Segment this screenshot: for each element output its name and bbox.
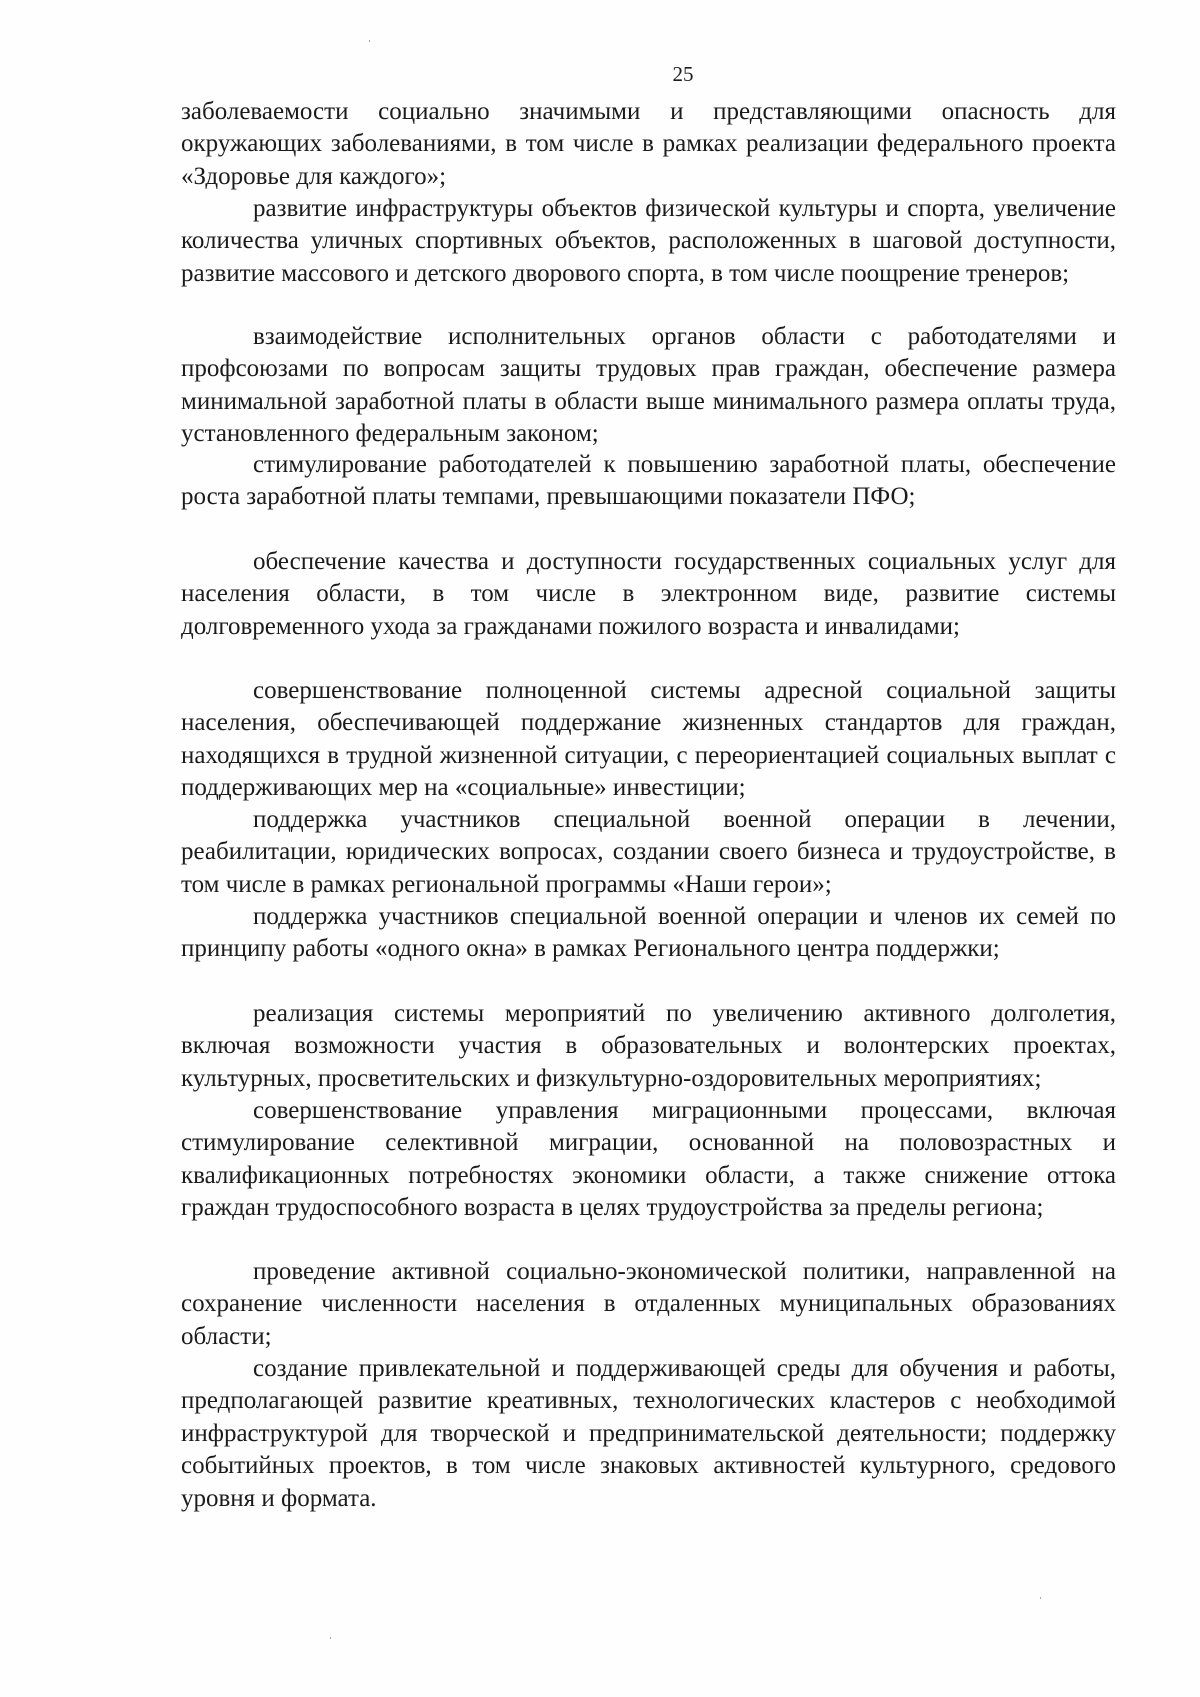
paragraph: обеспечение качества и доступности государственных социальных услуг для населения области, в том числе в электронном виде, развитие системы долговременного ухода за гражданами пожилого возраста и инвалидами;: [181, 548, 1116, 640]
paragraph: поддержка участников специальной военной операции в лечении, реабилитации, юридических вопросах, создании своего бизнеса и трудоустройстве, в том числе в рамках региональной программы «Наши герои»;: [181, 806, 1116, 898]
paragraph: совершенствование полноценной системы адресной социальной защиты населения, обеспечивающей поддержание жизненных стандартов для граждан, находящихся в трудной жизненной ситуации, с переориентацией социальных выплат с поддерживающих мер на «социальные» инвестиции;: [181, 677, 1116, 802]
scan-speck: [330, 1637, 331, 1639]
page-number: 25: [672, 62, 694, 86]
paragraph-continuation: заболеваемости социально значимыми и представляющими опасность для окружающих заболеваниями, в том числе в рамках реализации федерального проекта «Здоровье для каждого»;: [181, 98, 1116, 190]
scan-speck: [369, 40, 370, 42]
paragraph: стимулирование работодателей к повышению заработной платы, обеспечение роста заработной платы темпами, превышающими показатели ПФО;: [181, 451, 1116, 511]
paragraph: реализация системы мероприятий по увеличению активного долголетия, включая возможности участия в образовательных и волонтерских проектах, культурных, просветительских и физкультурно-оздоровительных мероприятиях;: [181, 1000, 1116, 1092]
scan-speck: [1040, 1597, 1041, 1599]
paragraph: создание привлекательной и поддерживающей среды для обучения и работы, предполагающей развитие креативных, технологических кластеров с необходимой инфраструктурой для творческой и предпринимательской деятельности; поддержку событийных проектов, в том числе знаковых активностей культурного, средового уровня и формата.: [181, 1355, 1116, 1512]
paragraph: проведение активной социально-экономической политики, направленной на сохранение численности населения в отдаленных муниципальных образованиях области;: [181, 1258, 1116, 1350]
paragraph: совершенствование управления миграционными процессами, включая стимулирование селективной миграции, основанной на половозрастных и квалификационных потребностях экономики области, а также снижение оттока граждан трудоспособного возраста в целях трудоустройства за пределы региона;: [181, 1097, 1116, 1222]
document-body: [181, 96, 1116, 1514]
paragraph: развитие инфраструктуры объектов физической культуры и спорта, увеличение количества уличных спортивных объектов, расположенных в шаговой доступности, развитие массового и детского дворового спорта, в том числе поощрение тренеров;: [181, 195, 1116, 287]
paragraph: взаимодействие исполнительных органов области с работодателями и профсоюзами по вопросам защиты трудовых прав граждан, обеспечение размера минимальной заработной платы в области выше минимального размера оплаты труда, установленного федеральным законом;: [181, 323, 1116, 448]
paragraph: поддержка участников специальной военной операции и членов их семей по принципу работы «одного окна» в рамках Регионального центра поддержки;: [181, 903, 1116, 963]
